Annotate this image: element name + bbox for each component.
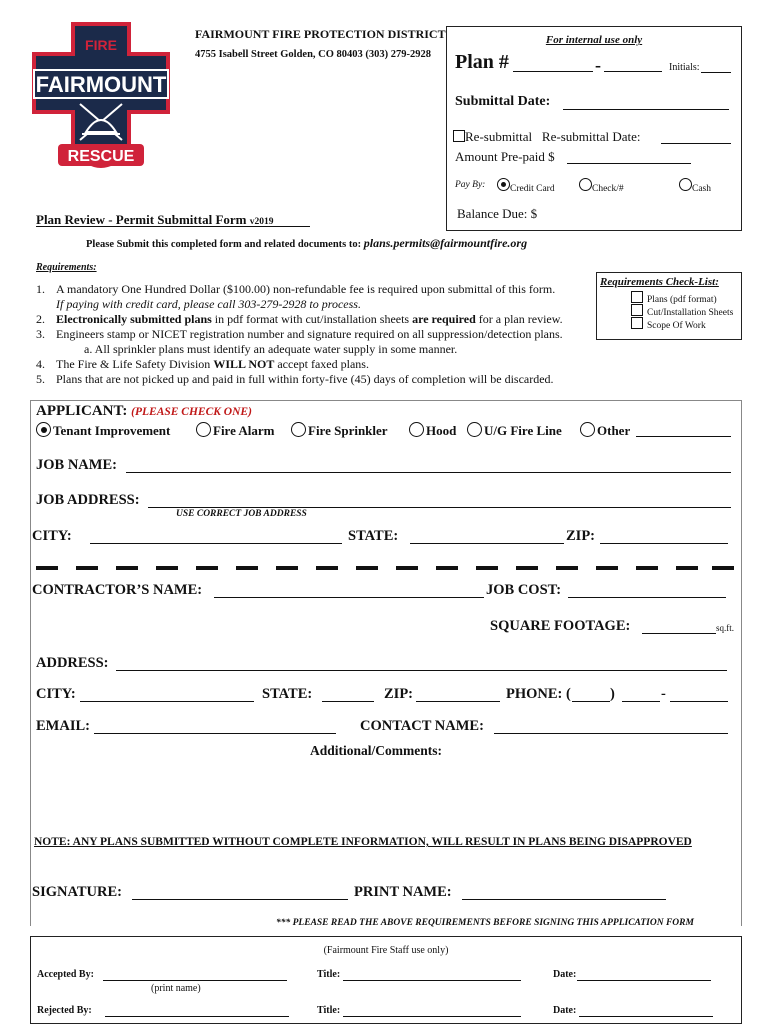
job-name-field[interactable] bbox=[126, 472, 731, 473]
accepted-by-label: Accepted By: bbox=[37, 969, 94, 980]
plan-number-label: Plan # bbox=[455, 51, 509, 73]
initials-field[interactable] bbox=[701, 72, 731, 73]
svg-text:FAIRMOUNT: FAIRMOUNT bbox=[35, 72, 167, 97]
requirement-item: 1. A mandatory One Hundred Dollar ($100.00) non-refundable fee is required upon submittal of this form. bbox=[36, 282, 556, 296]
pay-option-cash[interactable]: Cash bbox=[679, 178, 711, 194]
balance-due-label: Balance Due: $ bbox=[457, 206, 538, 221]
checklist-item-plans[interactable]: Plans (pdf format) bbox=[631, 291, 717, 305]
applicant-option-ug-fire-line[interactable]: U/G Fire Line bbox=[467, 422, 562, 439]
sqft-unit: sq.ft. bbox=[716, 623, 734, 633]
rejected-by-label: Rejected By: bbox=[37, 1005, 92, 1016]
radio-icon[interactable] bbox=[196, 422, 211, 437]
requirement-item: 4. The Fire & Life Safety Division WILL NOT accept faxed plans. bbox=[36, 357, 369, 371]
accepted-by-field[interactable] bbox=[103, 980, 287, 981]
check-one-note: (PLEASE CHECK ONE) bbox=[131, 406, 252, 418]
job-cost-label: JOB COST: bbox=[486, 582, 562, 598]
comments-label: Additional/Comments: bbox=[310, 743, 443, 758]
contractor-address-field[interactable] bbox=[116, 670, 727, 671]
job-city-field[interactable] bbox=[90, 543, 342, 544]
contractor-zip-label: ZIP: bbox=[384, 686, 413, 702]
form-version: v2019 bbox=[249, 217, 274, 227]
pay-option-credit-card[interactable]: Credit Card bbox=[497, 178, 555, 194]
requirement-item: 2. Electronically submitted plans in pdf format with cut/installation sheets are required for a plan review. bbox=[36, 312, 563, 326]
pay-option-check[interactable]: Check/# bbox=[579, 178, 624, 194]
resubmittal-row bbox=[453, 129, 640, 145]
plan-number-dash: - bbox=[595, 55, 601, 75]
job-state-label: STATE: bbox=[348, 528, 399, 544]
svg-text:RESCUE: RESCUE bbox=[67, 148, 135, 165]
accepted-date-label: Date: bbox=[553, 969, 577, 980]
radio-icon[interactable] bbox=[467, 422, 482, 437]
print-name-label: PRINT NAME: bbox=[354, 884, 452, 900]
print-name-caption: (print name) bbox=[151, 983, 201, 994]
submittal-date-label: Submittal Date: bbox=[455, 94, 551, 109]
radio-icon[interactable] bbox=[409, 422, 424, 437]
resubmittal-label: Re-submittal bbox=[465, 129, 533, 144]
radio-icon[interactable] bbox=[679, 178, 692, 191]
amount-prepaid-label: Amount Pre-paid $ bbox=[455, 149, 555, 164]
job-cost-field[interactable] bbox=[568, 597, 726, 598]
fairmount-fire-rescue-logo bbox=[30, 20, 172, 184]
applicant-option-other[interactable]: Other bbox=[580, 422, 630, 439]
checklist-title: Requirements Check-List: bbox=[600, 276, 719, 288]
contact-name-field[interactable] bbox=[494, 733, 728, 734]
checkbox-icon[interactable] bbox=[631, 291, 643, 303]
applicant-option-hood[interactable]: Hood bbox=[409, 422, 456, 439]
radio-selected-icon[interactable] bbox=[497, 178, 510, 191]
phone-line-field[interactable] bbox=[670, 701, 728, 702]
accepted-title-label: Title: bbox=[317, 969, 341, 980]
applicant-option-tenant-improvement[interactable]: Tenant Improvement bbox=[36, 422, 170, 439]
internal-use-box bbox=[446, 26, 742, 231]
requirement-item: 5. Plans that are not picked up and paid in full within forty-five (45) days of completion will be discarded. bbox=[36, 372, 554, 386]
requirement-note: If paying with credit card, please call 303-279-2928 to process. bbox=[56, 297, 361, 311]
radio-icon[interactable] bbox=[580, 422, 595, 437]
checklist-item-cut-sheets[interactable]: Cut/Installation Sheets bbox=[631, 304, 733, 318]
accepted-date-field[interactable] bbox=[577, 980, 711, 981]
radio-icon[interactable] bbox=[579, 178, 592, 191]
contractor-state-label: STATE: bbox=[262, 686, 313, 702]
phone-dash: - bbox=[661, 686, 666, 702]
requirement-subitem: a. All sprinkler plans must identify an adequate water supply in some manner. bbox=[84, 342, 458, 356]
checkbox-icon[interactable] bbox=[631, 317, 643, 329]
comments-field[interactable] bbox=[36, 764, 726, 828]
staff-use-box bbox=[30, 936, 742, 1024]
amount-prepaid-field[interactable] bbox=[567, 163, 691, 164]
plan-number-field[interactable] bbox=[513, 71, 593, 72]
radio-selected-icon[interactable] bbox=[36, 422, 51, 437]
rejected-by-field[interactable] bbox=[105, 1016, 289, 1017]
rejected-title-field[interactable] bbox=[343, 1016, 521, 1017]
contractor-name-label: CONTRACTOR’S NAME: bbox=[32, 582, 203, 598]
form-title: Plan Review - Permit Submittal Form v2019 bbox=[36, 212, 274, 227]
rejected-date-label: Date: bbox=[553, 1005, 577, 1016]
resubmittal-date-field[interactable] bbox=[661, 143, 731, 144]
staff-use-title: (Fairmount Fire Staff use only) bbox=[323, 945, 449, 956]
form-title-underline bbox=[36, 226, 310, 227]
job-zip-label: ZIP: bbox=[566, 528, 595, 544]
contractor-address-label: ADDRESS: bbox=[36, 655, 109, 671]
signature-field[interactable] bbox=[132, 899, 348, 900]
disapproval-note: NOTE: ANY PLANS SUBMITTED WITHOUT COMPLETE INFORMATION, WILL RESULT IN PLANS BEING DISAPPROVED bbox=[34, 836, 692, 848]
signature-label: SIGNATURE: bbox=[32, 884, 122, 900]
email-field[interactable] bbox=[94, 733, 336, 734]
rejected-date-field[interactable] bbox=[579, 1016, 713, 1017]
org-address: 4755 Isabell Street Golden, CO 80403 (303) 279-2928 bbox=[195, 49, 432, 60]
phone-paren: ) bbox=[610, 686, 615, 702]
initials-label: Initials: bbox=[669, 62, 700, 73]
radio-icon[interactable] bbox=[291, 422, 306, 437]
submit-email-link[interactable]: plans.permits@fairmountfire.org bbox=[363, 236, 528, 250]
contractor-zip-field[interactable] bbox=[416, 701, 500, 702]
phone-label: PHONE: ( bbox=[506, 686, 571, 702]
requirement-item: 3. Engineers stamp or NICET registration number and signature required on all suppression/detection plans. bbox=[36, 327, 563, 341]
submit-instructions: Please Submit this completed form and related documents to: plans.permits@fairmountfire.org bbox=[86, 236, 528, 250]
email-label: EMAIL: bbox=[36, 718, 90, 734]
phone-area-code-field[interactable] bbox=[572, 701, 610, 702]
square-footage-label: SQUARE FOOTAGE: bbox=[490, 618, 631, 634]
accepted-title-field[interactable] bbox=[343, 980, 521, 981]
checkbox-icon[interactable] bbox=[631, 304, 643, 316]
job-city-label: CITY: bbox=[32, 528, 72, 544]
applicant-option-fire-sprinkler[interactable]: Fire Sprinkler bbox=[291, 422, 388, 439]
applicant-heading: APPLICANT: (PLEASE CHECK ONE) bbox=[36, 403, 252, 419]
other-field[interactable] bbox=[636, 436, 731, 437]
contractor-name-field[interactable] bbox=[214, 597, 484, 598]
requirements-list bbox=[36, 282, 596, 387]
svg-text:FIRE: FIRE bbox=[85, 37, 117, 53]
contractor-state-field[interactable] bbox=[322, 701, 374, 702]
job-state-field[interactable] bbox=[410, 543, 564, 544]
contractor-city-label: CITY: bbox=[36, 686, 76, 702]
org-name: FAIRMOUNT FIRE PROTECTION DISTRICT bbox=[195, 27, 446, 41]
square-footage-field[interactable] bbox=[642, 633, 716, 634]
job-address-label: JOB ADDRESS: bbox=[36, 492, 140, 508]
requirements-label: Requirements: bbox=[36, 262, 97, 273]
plan-number-suffix-field[interactable] bbox=[604, 71, 662, 72]
submittal-date-field[interactable] bbox=[563, 109, 729, 110]
applicant-option-fire-alarm[interactable]: Fire Alarm bbox=[196, 422, 275, 439]
resubmittal-checkbox[interactable] bbox=[453, 130, 465, 142]
internal-use-title: For internal use only bbox=[545, 34, 643, 46]
resubmittal-date-label: Re-submittal Date: bbox=[541, 129, 641, 144]
read-requirements-note: *** PLEASE READ THE ABOVE REQUIREMENTS BEFORE SIGNING THIS APPLICATION FORM bbox=[276, 918, 694, 928]
job-address-field[interactable] bbox=[148, 507, 731, 508]
rejected-title-label: Title: bbox=[317, 1005, 341, 1016]
job-zip-field[interactable] bbox=[600, 543, 728, 544]
job-address-note: USE CORRECT JOB ADDRESS bbox=[176, 509, 307, 519]
contractor-city-field[interactable] bbox=[80, 701, 254, 702]
contact-name-label: CONTACT NAME: bbox=[360, 718, 484, 734]
print-name-field[interactable] bbox=[462, 899, 666, 900]
requirements-checklist bbox=[596, 272, 742, 340]
checklist-item-scope[interactable]: Scope Of Work bbox=[631, 317, 706, 331]
job-name-label: JOB NAME: bbox=[36, 457, 117, 473]
phone-prefix-field[interactable] bbox=[622, 701, 660, 702]
pay-by-label: Pay By: bbox=[455, 180, 486, 190]
